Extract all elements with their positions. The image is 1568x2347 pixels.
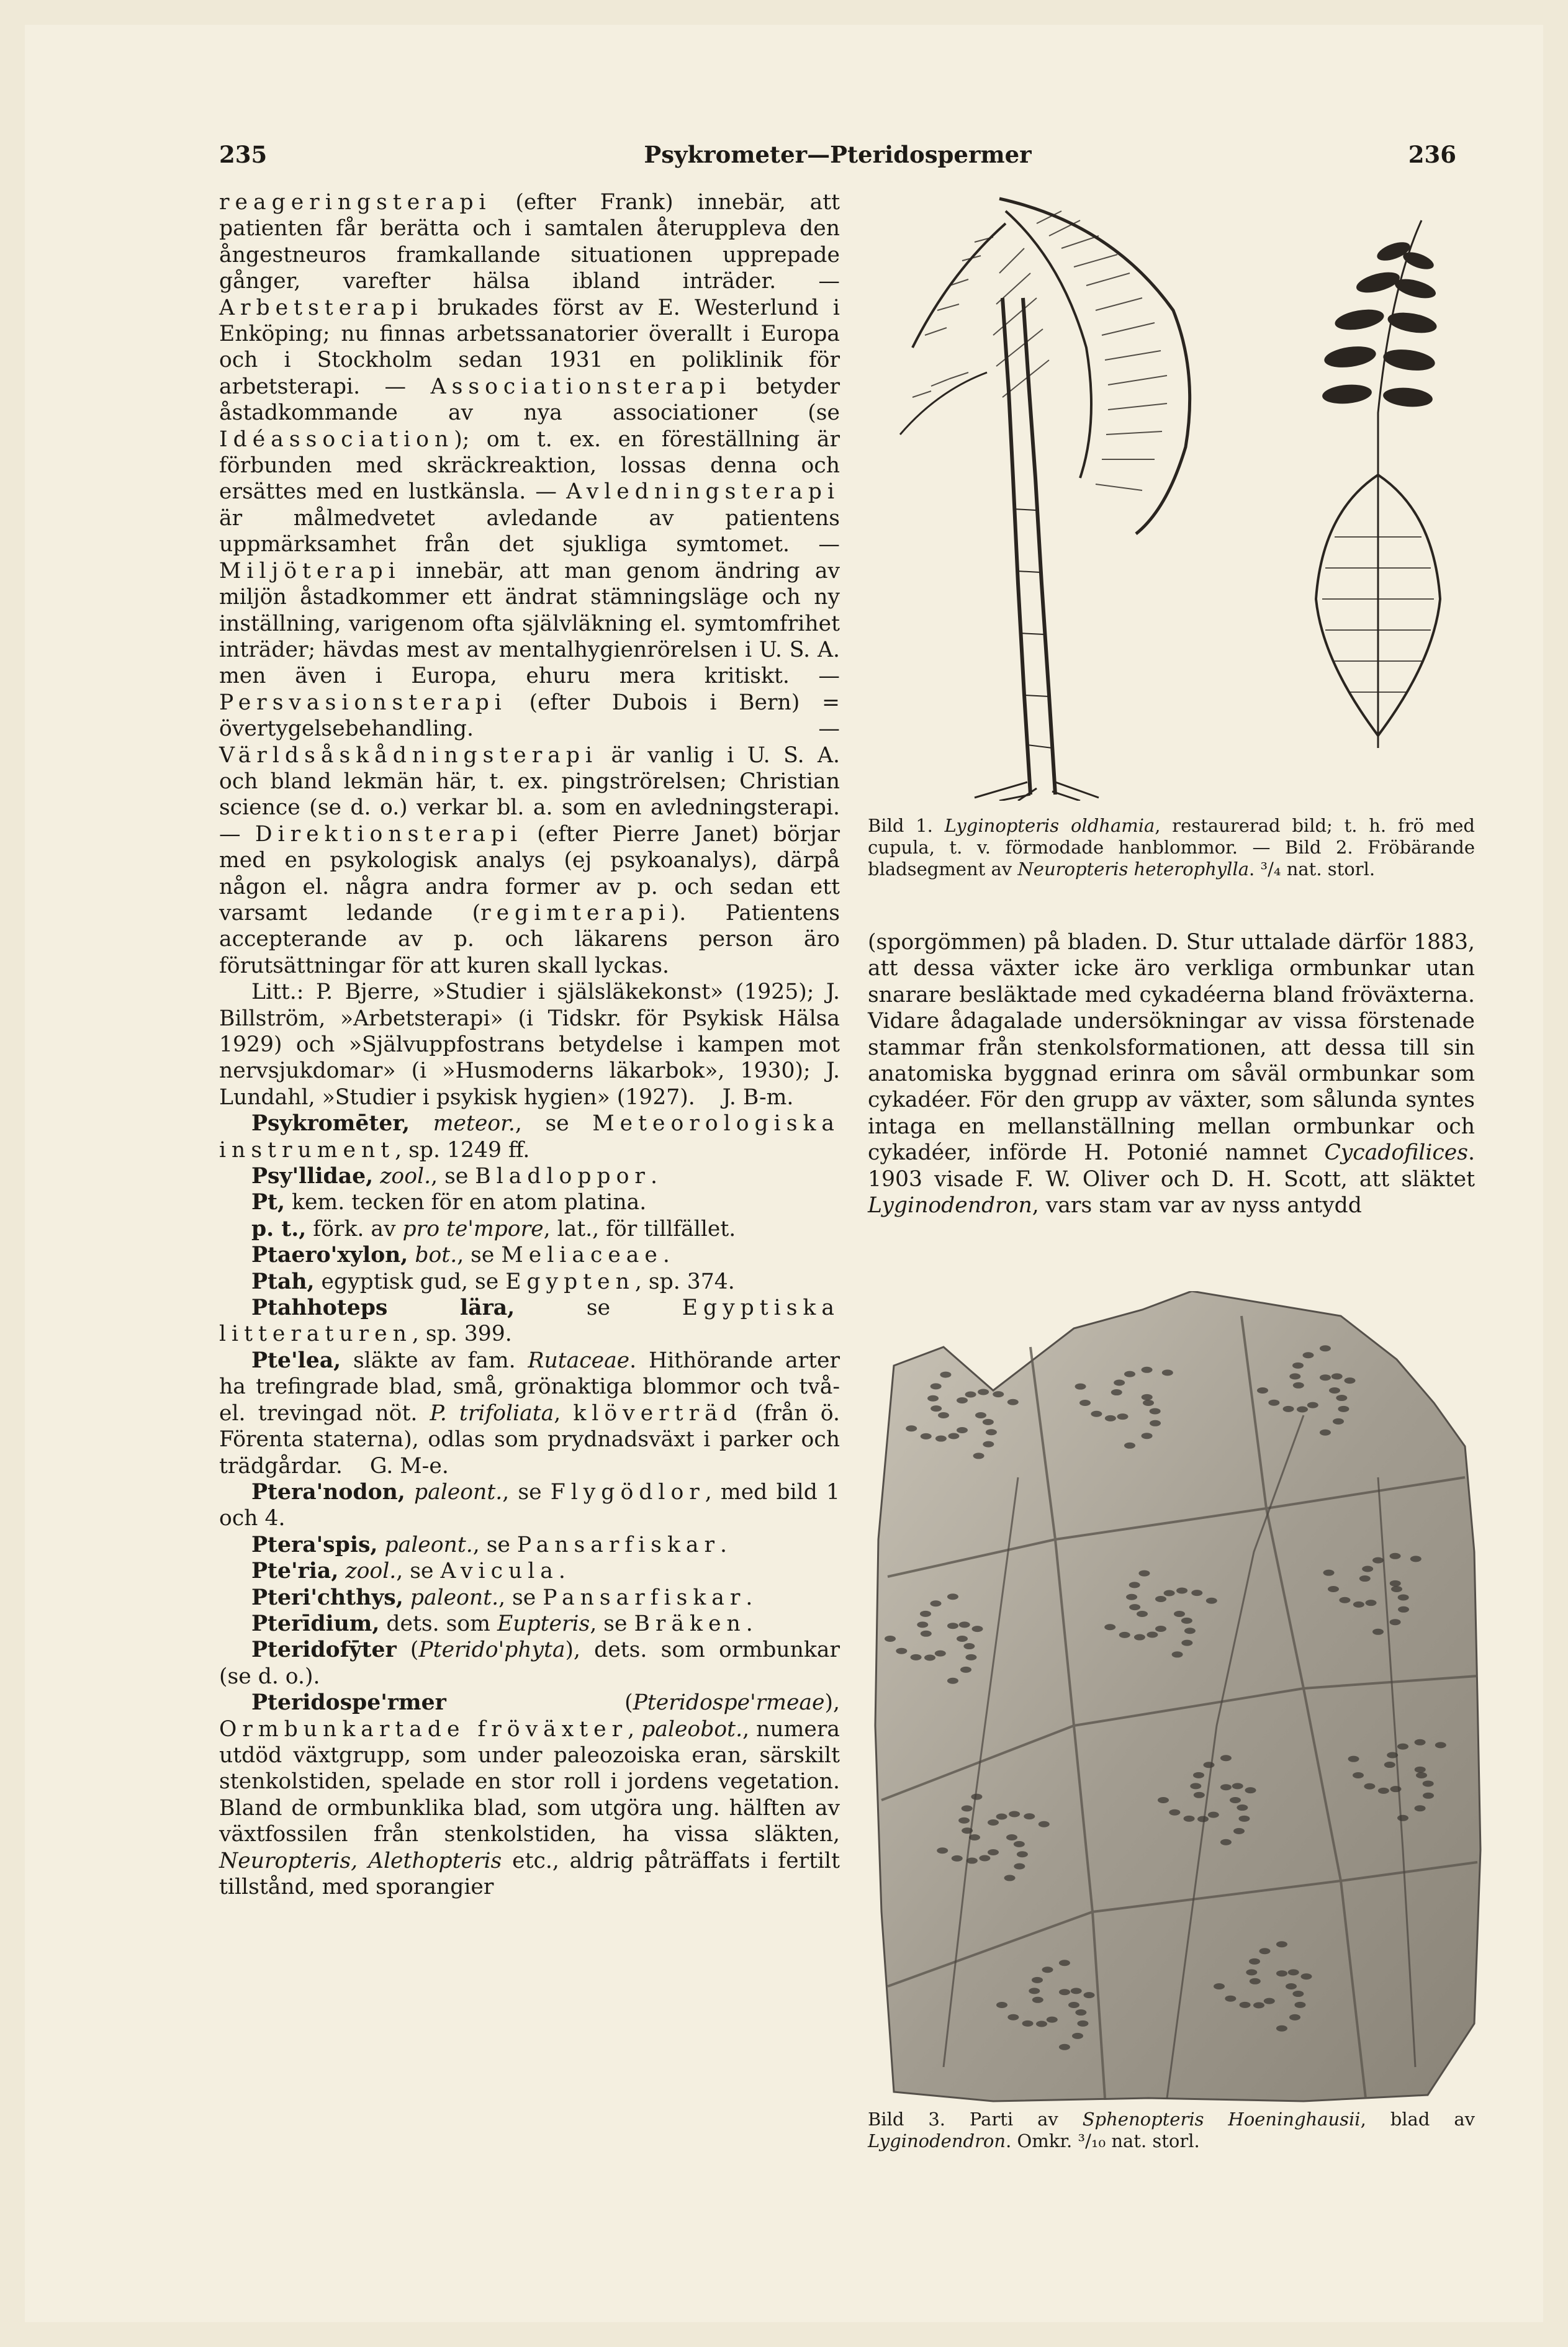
left-paragraph: Ptera'spis, paleont., se Pansarfiskar.: [251, 1532, 728, 1557]
page-number-left: 235: [219, 141, 268, 168]
figure-sphenopteris-fossil-photo: [869, 1291, 1484, 2104]
left-paragraph: Pte'ria, zool., se Avicula.: [251, 1559, 565, 1584]
left-paragraph: reageringsterapi (efter Frank) innebär, att patienten får berätta och i samtalen återuppleva den ångestneuros framkallande situationen upprepade gånger, varefter hälsa ibland inträder. — Arbetsterapi brukades först av E. Westerlund i Enköping; nu finnas arbetssanatorier överallt i Europa och i Stockholm sedan 1931 en poliklinik för arbetsterapi. — Associationsterapi betyder åstadkommande av nya associationer (se Idéassociation); om t. ex. en föreställning är förbunden med skräckreaktion, lossas denna och ersättes med en lustkänsla. — Avledningsterapi är målmedvetet avledande av patientens uppmärksamhet från det sjukliga symtomet. — Miljöterapi innebär, att man genom ändring av miljön åstadkommer ett ändrat stämningsläge och ny inställning, varigenom ofta självläkning el. symtomfrihet inträder; hävdas mest av mentalhygienrörelsen i U. S. A. men även i Europa, ehuru mera kritiskt. — Persvasionsterapi (efter Dubois i Bern) = övertygelsebehandling. — Världsåskådningsterapi är vanlig i U. S. A. och bland lekmän här, t. ex. pingströrelsen; Christian science (se d. o.) verkar bl. a. som en avledningsterapi. — Direktionsterapi (efter Pierre Janet) börjar med en psykologisk analys (ej psykoanalys), därpå någon el. några andra former av p. och sedan ett varsamt ledande (regimterapi). Patientens accepterande av p. och läkarens person äro förutsättningar för att kuren skall lyckas.: [219, 190, 840, 978]
left-paragraph: Psy'llidae, zool., se Bladloppor.: [251, 1164, 657, 1189]
left-paragraph: Pteridofȳter (Pterido'phyta), dets. som ormbunkar (se d. o.).: [219, 1637, 840, 1689]
left-paragraph: Ptaero'xylon, bot., se Meliaceae.: [251, 1243, 670, 1268]
figure-lyginopteris-restoration: [875, 186, 1260, 801]
left-paragraph: Pte'lea, släkte av fam. Rutaceae. Hithörande arter ha trefingrade blad, små, grönaktiga blommor och två- el. trevingad nöt. P. trifoliata, klöverträd (från ö. Förenta staterna), odlas som prydnadsväxt i parker och trädgårdar. G. M-e.: [219, 1348, 840, 1479]
running-title: Psykrometer—Pteridospermer: [644, 141, 1032, 168]
left-paragraph: Litt.: P. Bjerre, »Studier i själsläkekonst» (1925); J. Billström, »Arbetsterapi» (i Tidskr. för Psykisk Hälsa 1929) och »Självuppfostrans betydelse i kampen mot nervsjukdomar» (i »Husmoderns läkarbok», 1930); J. Lundahl, »Studier i psykisk hygien» (1927). J. B-m.: [219, 980, 840, 1110]
left-paragraph: Pteri'chthys, paleont., se Pansarfiskar.: [251, 1585, 753, 1610]
left-paragraph: Psykromēter, meteor., se Meteorologiska instrument, sp. 1249 ff.: [219, 1111, 840, 1163]
left-column-text: [219, 189, 840, 1900]
caption-figure-3: Bild 3. Parti av Sphenopteris Hoeninghausii, blad av Lyginodendron. Omkr. ³/₁₀ nat. storl.: [868, 2109, 1475, 2151]
page-header: [219, 141, 1456, 178]
left-paragraph: Pterīdium, dets. som Eupteris, se Bräken.: [251, 1611, 753, 1636]
caption-figures-1-2: Bild 1. Lyginopteris oldhamia, restaurerad bild; t. h. frö med cupula, t. v. förmodade hanblommor. — Bild 2. Fröbärande bladsegment av Neuropteris heterophylla. ³/₄ nat. storl.: [868, 815, 1475, 880]
left-paragraph: Ptah, egyptisk gud, se Egypten, sp. 374.: [251, 1269, 735, 1294]
left-paragraph: Pteridospe'rmer (Pteridospe'rmeae), Ormbunkartade fröväxter, paleobot., numera utdöd växtgrupp, som under paleozoiska eran, särskilt stenkolstiden, spelade en stor roll i jordens vegetation. Bland de ormbunklika blad, som utgöra ung. hälften av växtfossilen från stenkolstiden, ha vissa släkten, Neuropteris, Alethopteris etc., aldrig påträffats i fertilt tillstånd, med sporangier: [219, 1690, 840, 1899]
left-paragraph: Pt, kem. tecken för en atom platina.: [251, 1190, 647, 1215]
left-paragraph: Ptahhoteps lära, se Egyptiska litteraturen, sp. 399.: [219, 1295, 840, 1347]
right-column-text: (sporgömmen) på bladen. D. Stur uttalade därför 1883, att dessa växter icke äro verkliga ormbunkar utan snarare besläktade med cykadéerna bland fröväxterna. Vidare ådagalade undersökningar av vissa förstenade stammar från stenkolsformationen, att dessa till sin anatomiska byggnad erinra om såväl ormbunkar som cykadéer. För den grupp av växter, som sålunda syntes intaga en mellanställning mellan ormbunkar och cykadéer, införde H. Potonié namnet Cycadofilices. 1903 visade F. W. Oliver och D. H. Scott, att släktet Lyginodendron, vars stam var av nyss antydd: [868, 930, 1475, 1219]
left-paragraph: Ptera'nodon, paleont., se Flygödlor, med bild 1 och 4.: [219, 1479, 840, 1531]
figure-neuropteris-seed: [1297, 214, 1459, 754]
page-number-right: 236: [1408, 141, 1456, 168]
left-paragraph: p. t., förk. av pro te'mpore, lat., för tillfället.: [251, 1216, 736, 1241]
